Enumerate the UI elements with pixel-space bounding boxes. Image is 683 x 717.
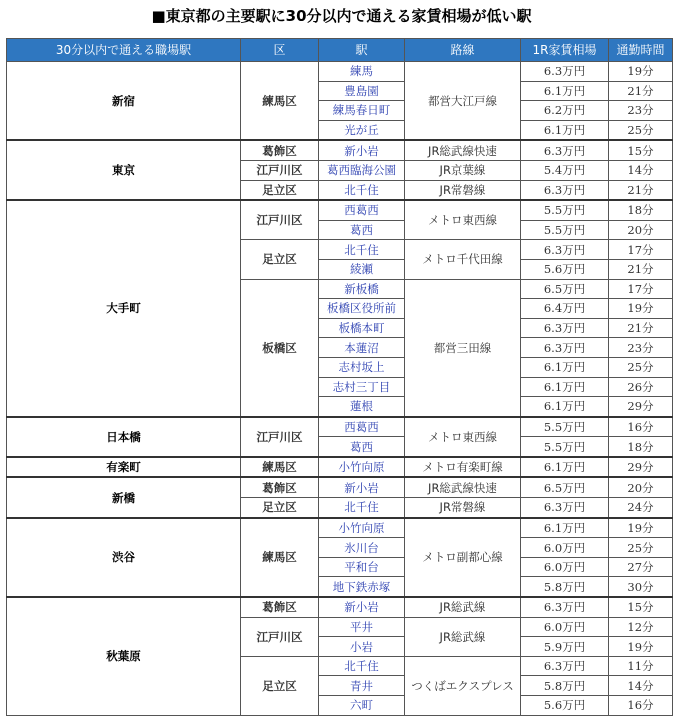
station-cell: 葛西 (319, 220, 405, 240)
rent-cell: 6.1万円 (521, 457, 609, 478)
commute-time-cell: 25分 (609, 357, 673, 377)
ward-cell: 江戸川区 (241, 160, 319, 180)
rent-cell: 6.3万円 (521, 338, 609, 358)
commute-time-cell: 12分 (609, 617, 673, 637)
rent-cell: 6.1万円 (521, 120, 609, 140)
commute-time-cell: 25分 (609, 120, 673, 140)
line-cell: JR総武線快速 (405, 140, 521, 160)
ward-cell: 葛飾区 (241, 477, 319, 497)
rent-table (6, 38, 673, 716)
station-cell: 志村坂上 (319, 357, 405, 377)
header-rent: 1R家賃相場 (521, 39, 609, 62)
line-cell: メトロ千代田線 (405, 240, 521, 279)
commute-time-cell: 20分 (609, 220, 673, 240)
station-cell: 平和台 (319, 557, 405, 577)
rent-cell: 6.1万円 (521, 377, 609, 397)
ward-cell: 板橋区 (241, 279, 319, 417)
ward-cell: 江戸川区 (241, 617, 319, 656)
line-cell: JR総武線 (405, 597, 521, 617)
rent-cell: 6.0万円 (521, 617, 609, 637)
rent-cell: 5.5万円 (521, 200, 609, 220)
ward-cell: 江戸川区 (241, 417, 319, 457)
station-cell: 平井 (319, 617, 405, 637)
commute-time-cell: 14分 (609, 160, 673, 180)
page-title: ■東京都の主要駅に30分以内で通える家賃相場が低い駅 (151, 7, 532, 25)
commute-time-cell: 19分 (609, 637, 673, 657)
line-cell: メトロ東西線 (405, 200, 521, 240)
table-row (7, 140, 673, 160)
station-cell: 北千住 (319, 498, 405, 518)
line-cell: JR常磐線 (405, 498, 521, 518)
commute-time-cell: 27分 (609, 557, 673, 577)
station-cell: 北千住 (319, 240, 405, 260)
commute-time-cell: 26分 (609, 377, 673, 397)
station-cell: 地下鉄赤塚 (319, 577, 405, 597)
table-header-row (7, 39, 673, 62)
rent-cell: 6.1万円 (521, 81, 609, 101)
commute-time-cell: 29分 (609, 457, 673, 478)
ward-cell: 練馬区 (241, 518, 319, 597)
commute-time-cell: 16分 (609, 417, 673, 437)
station-cell: 板橋本町 (319, 318, 405, 338)
station-cell: 北千住 (319, 656, 405, 676)
header-line: 路線 (405, 39, 521, 62)
office-station-cell: 新宿 (7, 62, 241, 141)
station-cell: 葛西 (319, 437, 405, 457)
office-station-cell: 渋谷 (7, 518, 241, 597)
line-cell: つくばエクスプレス (405, 656, 521, 715)
station-cell: 西葛西 (319, 200, 405, 220)
rent-cell: 5.5万円 (521, 437, 609, 457)
commute-time-cell: 17分 (609, 279, 673, 299)
header-time: 通勤時間 (609, 39, 673, 62)
ward-cell: 練馬区 (241, 62, 319, 141)
rent-cell: 6.0万円 (521, 538, 609, 558)
rent-cell: 5.8万円 (521, 577, 609, 597)
ward-cell: 葛飾区 (241, 140, 319, 160)
rent-cell: 6.3万円 (521, 62, 609, 82)
line-cell: JR京葉線 (405, 160, 521, 180)
rent-cell: 5.6万円 (521, 696, 609, 716)
rent-cell: 6.3万円 (521, 180, 609, 200)
station-cell: 葛西臨海公園 (319, 160, 405, 180)
rent-cell: 5.4万円 (521, 160, 609, 180)
ward-cell: 江戸川区 (241, 200, 319, 240)
header-office: 30分以内で通える職場駅 (7, 39, 241, 62)
office-station-cell: 大手町 (7, 200, 241, 417)
commute-time-cell: 21分 (609, 318, 673, 338)
header-station: 駅 (319, 39, 405, 62)
station-cell: 小竹向原 (319, 518, 405, 538)
rent-cell: 6.3万円 (521, 498, 609, 518)
rent-cell: 6.3万円 (521, 318, 609, 338)
table-row (7, 518, 673, 538)
table-row (7, 457, 673, 478)
station-cell: 新小岩 (319, 597, 405, 617)
ward-cell: 足立区 (241, 498, 319, 518)
station-cell: 氷川台 (319, 538, 405, 558)
table-row (7, 200, 673, 220)
station-cell: 蓮根 (319, 397, 405, 417)
commute-time-cell: 19分 (609, 518, 673, 538)
station-cell: 北千住 (319, 180, 405, 200)
rent-cell: 5.6万円 (521, 259, 609, 279)
line-cell: 都営三田線 (405, 279, 521, 417)
office-station-cell: 東京 (7, 140, 241, 200)
rent-cell: 6.5万円 (521, 279, 609, 299)
rent-cell: 6.4万円 (521, 299, 609, 319)
station-cell: 綾瀬 (319, 259, 405, 279)
rent-cell: 6.3万円 (521, 656, 609, 676)
commute-time-cell: 23分 (609, 338, 673, 358)
commute-time-cell: 19分 (609, 62, 673, 82)
station-cell: 小岩 (319, 637, 405, 657)
commute-time-cell: 15分 (609, 140, 673, 160)
station-cell: 新小岩 (319, 140, 405, 160)
rent-cell: 5.9万円 (521, 637, 609, 657)
station-cell: 光が丘 (319, 120, 405, 140)
station-cell: 西葛西 (319, 417, 405, 437)
commute-time-cell: 24分 (609, 498, 673, 518)
station-cell: 新小岩 (319, 477, 405, 497)
commute-time-cell: 30分 (609, 577, 673, 597)
line-cell: メトロ副都心線 (405, 518, 521, 597)
rent-cell: 6.5万円 (521, 477, 609, 497)
line-cell: メトロ有楽町線 (405, 457, 521, 478)
rent-cell: 6.1万円 (521, 357, 609, 377)
rent-cell: 6.3万円 (521, 597, 609, 617)
commute-time-cell: 20分 (609, 477, 673, 497)
ward-cell: 足立区 (241, 240, 319, 279)
commute-time-cell: 29分 (609, 397, 673, 417)
station-cell: 新板橋 (319, 279, 405, 299)
table-row (7, 62, 673, 82)
commute-time-cell: 15分 (609, 597, 673, 617)
commute-time-cell: 25分 (609, 538, 673, 558)
header-ward: 区 (241, 39, 319, 62)
station-cell: 本蓮沼 (319, 338, 405, 358)
rent-cell: 6.3万円 (521, 140, 609, 160)
commute-time-cell: 14分 (609, 676, 673, 696)
office-station-cell: 日本橋 (7, 417, 241, 457)
rent-cell: 6.0万円 (521, 557, 609, 577)
table-row (7, 597, 673, 617)
ward-cell: 足立区 (241, 656, 319, 715)
commute-time-cell: 21分 (609, 259, 673, 279)
line-cell: 都営大江戸線 (405, 62, 521, 141)
office-station-cell: 秋葉原 (7, 597, 241, 715)
station-cell: 六町 (319, 696, 405, 716)
line-cell: JR常磐線 (405, 180, 521, 200)
table-body (7, 62, 673, 716)
rent-cell: 5.5万円 (521, 220, 609, 240)
commute-time-cell: 21分 (609, 180, 673, 200)
station-cell: 小竹向原 (319, 457, 405, 478)
commute-time-cell: 19分 (609, 299, 673, 319)
station-cell: 豊島園 (319, 81, 405, 101)
rent-cell: 6.3万円 (521, 240, 609, 260)
rent-cell: 5.8万円 (521, 676, 609, 696)
line-cell: メトロ東西線 (405, 417, 521, 457)
commute-time-cell: 11分 (609, 656, 673, 676)
rent-cell: 5.5万円 (521, 417, 609, 437)
commute-time-cell: 18分 (609, 437, 673, 457)
rent-cell: 6.2万円 (521, 101, 609, 121)
station-cell: 志村三丁目 (319, 377, 405, 397)
office-station-cell: 有楽町 (7, 457, 241, 478)
ward-cell: 葛飾区 (241, 597, 319, 617)
table-row (7, 417, 673, 437)
ward-cell: 足立区 (241, 180, 319, 200)
rent-cell: 6.1万円 (521, 518, 609, 538)
station-cell: 板橋区役所前 (319, 299, 405, 319)
station-cell: 練馬春日町 (319, 101, 405, 121)
rent-cell: 6.1万円 (521, 397, 609, 417)
station-cell: 青井 (319, 676, 405, 696)
ward-cell: 練馬区 (241, 457, 319, 478)
commute-time-cell: 23分 (609, 101, 673, 121)
office-station-cell: 新橋 (7, 477, 241, 517)
line-cell: JR総武線快速 (405, 477, 521, 497)
commute-time-cell: 18分 (609, 200, 673, 220)
commute-time-cell: 16分 (609, 696, 673, 716)
station-cell: 練馬 (319, 62, 405, 82)
table-row (7, 477, 673, 497)
line-cell: JR総武線 (405, 617, 521, 656)
commute-time-cell: 21分 (609, 81, 673, 101)
commute-time-cell: 17分 (609, 240, 673, 260)
